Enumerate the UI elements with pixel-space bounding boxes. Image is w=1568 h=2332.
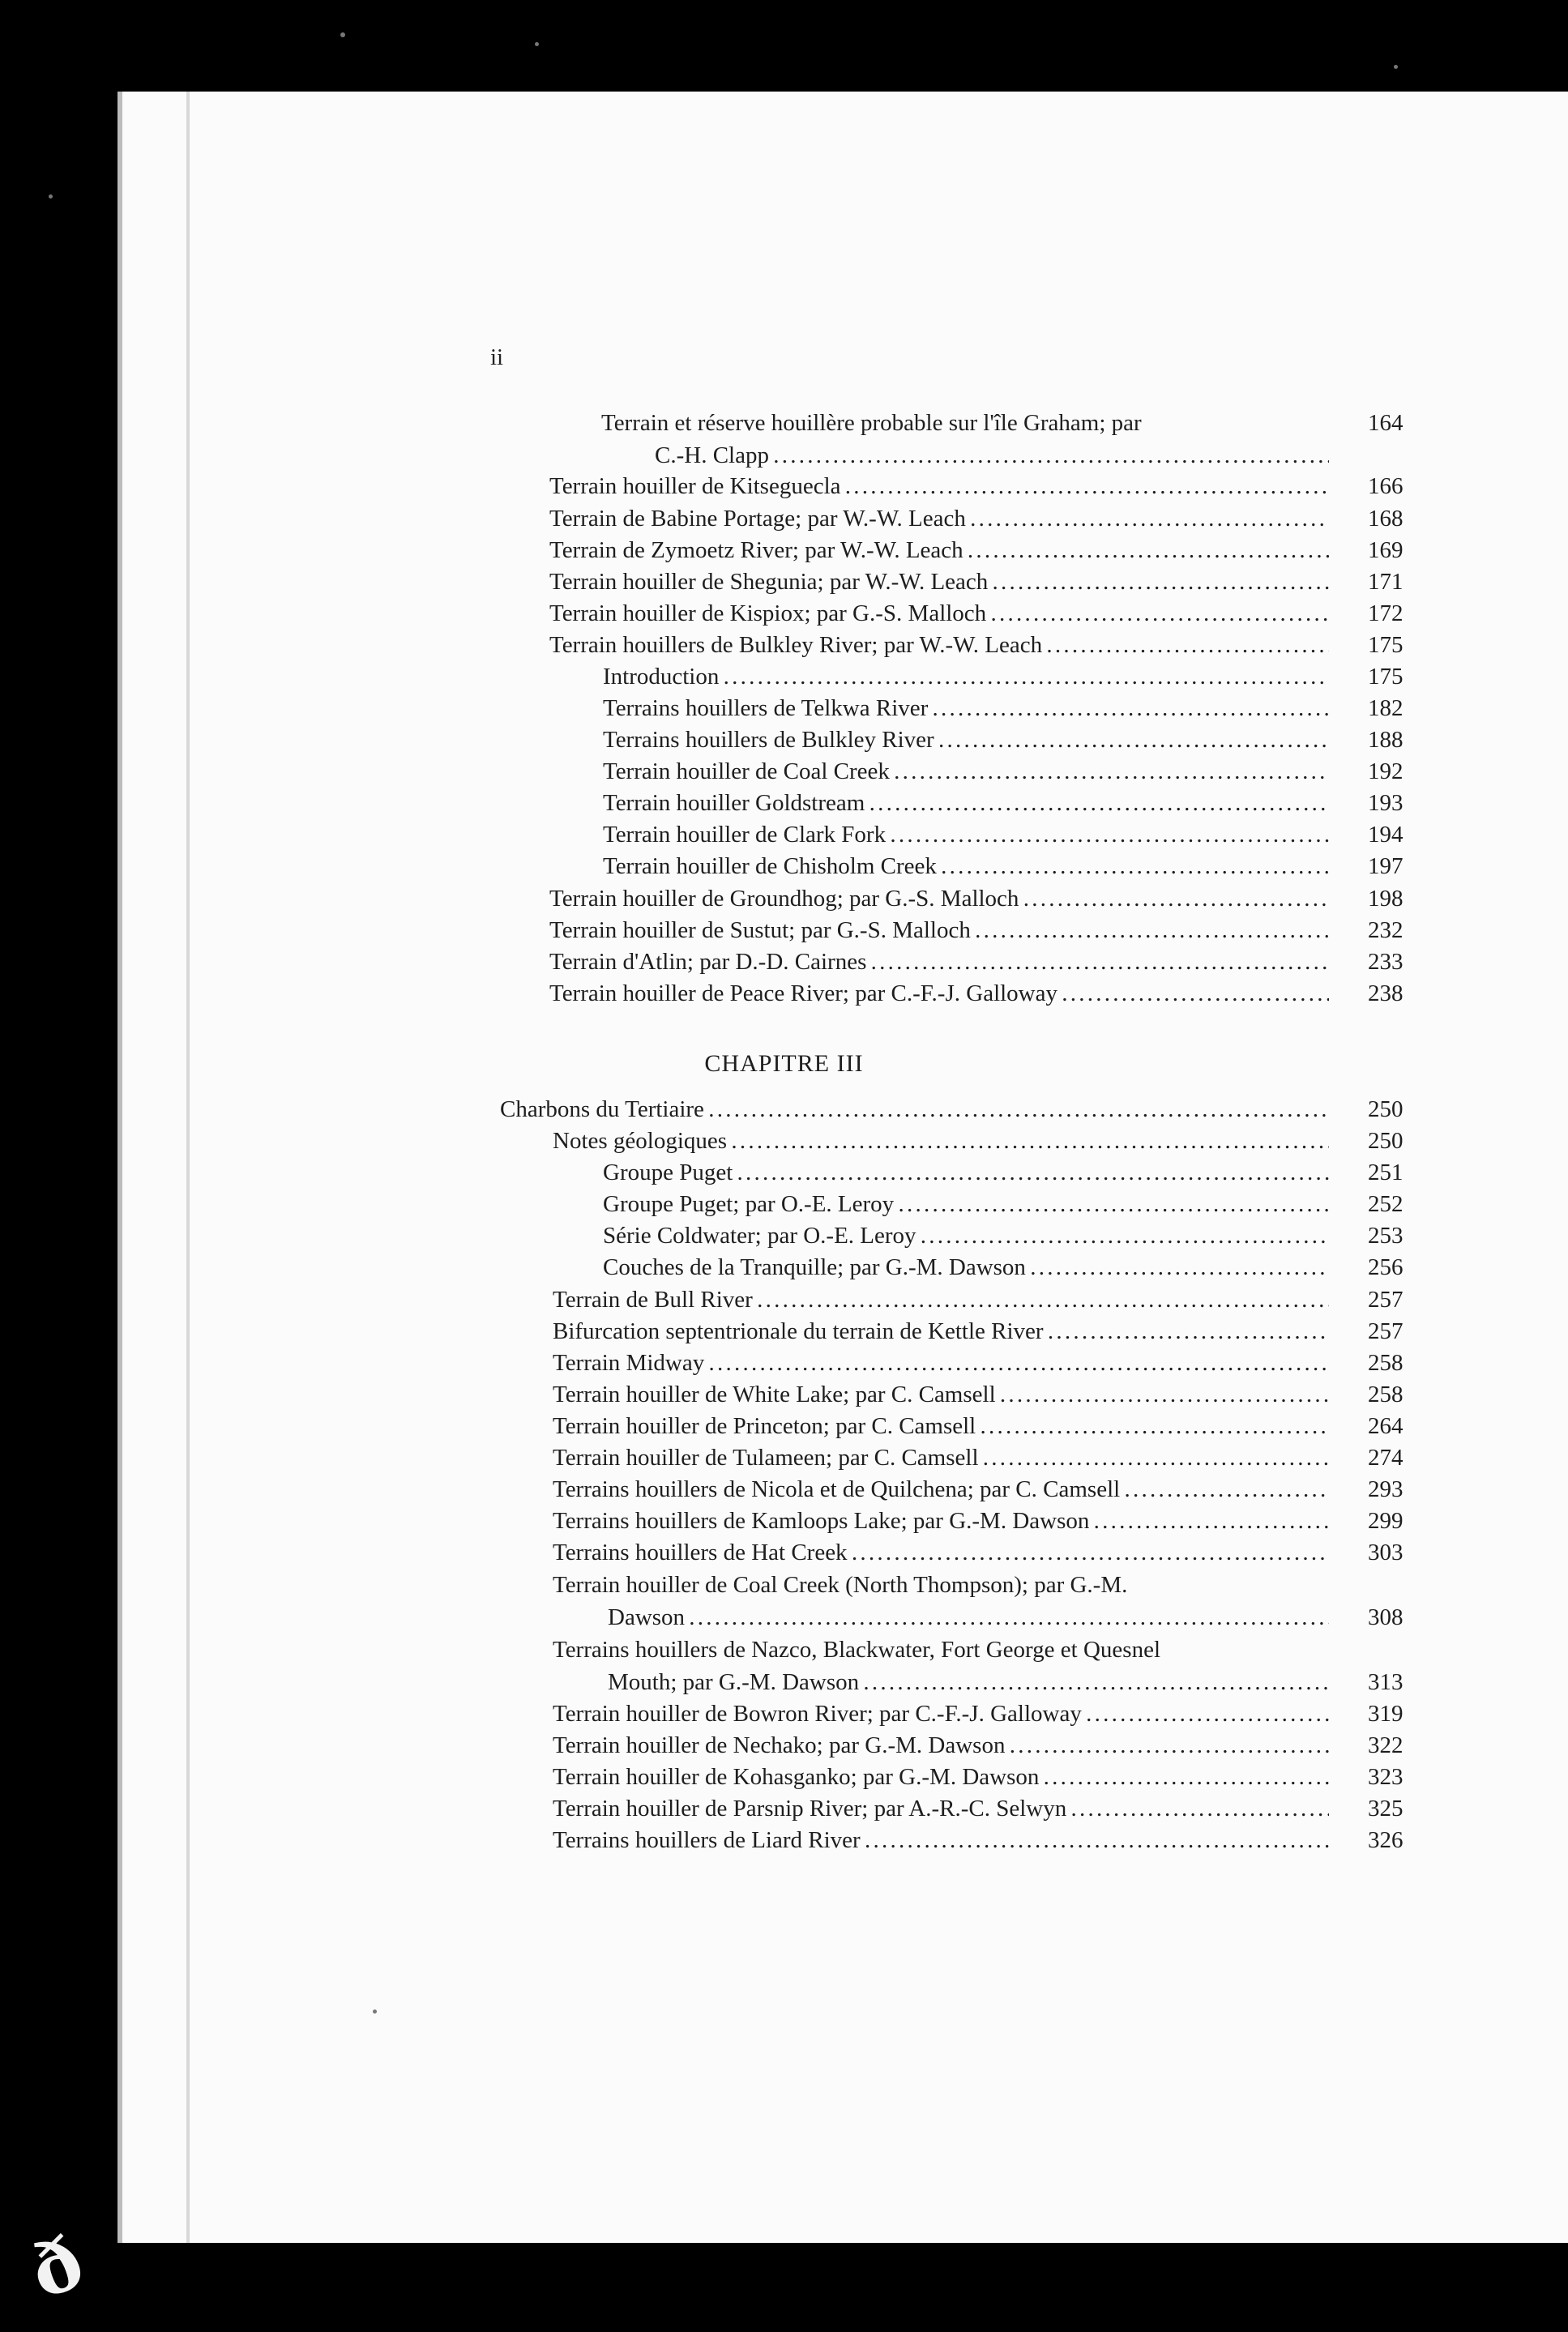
toc-entry-title: Terrain houiller de Bowron River; par C.-F.-J. Galloway . . . bbox=[553, 1698, 1329, 1730]
toc-entry-title: Charbons du Tertiaire . . . bbox=[500, 1093, 1329, 1125]
toc-entry bbox=[549, 566, 1329, 598]
toc-entry bbox=[553, 1347, 1329, 1379]
dust-speck bbox=[49, 194, 53, 199]
toc-entry-title: Terrains houillers de Hat Creek . . . bbox=[553, 1536, 1329, 1569]
toc-entry bbox=[655, 439, 1329, 472]
toc-entry bbox=[603, 1251, 1329, 1283]
toc-entry-page: 299 bbox=[1368, 1508, 1404, 1534]
toc-entry-title: Terrain houiller de Tulameen; par C. Camsell . . . bbox=[553, 1441, 1329, 1474]
toc-entry bbox=[553, 1410, 1329, 1442]
toc-entry-title: Couches de la Tranquille; par G.-M. Dawson . . . bbox=[603, 1251, 1329, 1283]
toc-entry-title: Terrain houiller de Coal Creek (North Thompson); par G.-M. bbox=[553, 1572, 1128, 1598]
toc-entry-page: 238 bbox=[1368, 980, 1404, 1006]
toc-entry bbox=[608, 1601, 1329, 1634]
toc-entry-page: 258 bbox=[1368, 1350, 1404, 1376]
toc-entry-page: 303 bbox=[1368, 1540, 1404, 1565]
toc-entry-page: 252 bbox=[1368, 1191, 1404, 1217]
toc-entry-title: Terrains houillers de Kamloops Lake; par G.-M. Dawson . . . bbox=[553, 1505, 1329, 1537]
toc-entry bbox=[603, 755, 1329, 788]
toc-entry bbox=[601, 407, 1329, 439]
toc-entry-page: 198 bbox=[1368, 886, 1404, 912]
toc-entry bbox=[553, 1698, 1329, 1730]
toc-entry-title: Terrain de Zymoetz River; par W.-W. Leach . . . bbox=[549, 534, 1329, 566]
toc-entry-title: Mouth; par G.-M. Dawson . . . bbox=[608, 1666, 1329, 1698]
toc-entry-title: Terrains houillers de Liard River . . . bbox=[553, 1824, 1329, 1856]
toc-entry bbox=[549, 534, 1329, 566]
toc-entry bbox=[549, 946, 1329, 978]
toc-entry-page: 188 bbox=[1368, 727, 1404, 753]
toc-entry-title: Terrain houiller de Kispiox; par G.-S. Malloch . . . bbox=[549, 597, 1329, 630]
toc-entry bbox=[549, 470, 1329, 502]
toc-entry bbox=[553, 1283, 1329, 1316]
toc-entry-page: 323 bbox=[1368, 1764, 1404, 1790]
toc-entry-title: Terrain houiller de Chisholm Creek . . . bbox=[603, 850, 1329, 882]
toc-entry bbox=[553, 1378, 1329, 1411]
toc-entry-page: 169 bbox=[1368, 537, 1404, 563]
toc-entry bbox=[603, 787, 1329, 819]
toc-entry-title: Terrain de Bull River . . . bbox=[553, 1283, 1329, 1316]
toc-entry-title: Terrain houiller de Groundhog; par G.-S. Malloch . . . bbox=[549, 882, 1329, 915]
dust-speck bbox=[1394, 65, 1398, 69]
toc-entry-page: 233 bbox=[1368, 949, 1404, 975]
toc-entry-page: 322 bbox=[1368, 1732, 1404, 1758]
toc-entry-page: 172 bbox=[1368, 600, 1404, 626]
toc-entry bbox=[603, 850, 1329, 882]
toc-entry bbox=[603, 1156, 1329, 1189]
toc-entry bbox=[603, 692, 1329, 724]
toc-entry-title: Série Coldwater; par O.-E. Leroy . . . bbox=[603, 1219, 1329, 1252]
toc-entry-page: 264 bbox=[1368, 1413, 1404, 1439]
toc-entry bbox=[603, 818, 1329, 851]
toc-entry bbox=[603, 1188, 1329, 1220]
toc-entry-title: Terrain houillers de Bulkley River; par W.-W. Leach . . . bbox=[549, 629, 1329, 661]
toc-entry-page: 256 bbox=[1368, 1254, 1404, 1280]
toc-entry bbox=[553, 1729, 1329, 1762]
toc-entry-title: Terrain houiller de Princeton; par C. Camsell . . . bbox=[553, 1410, 1329, 1442]
toc-entry-page: 166 bbox=[1368, 473, 1404, 499]
dust-speck bbox=[340, 32, 345, 37]
toc-entry-title: Terrain houiller de Nechako; par G.-M. Dawson . . . bbox=[553, 1729, 1329, 1762]
toc-entry-page: 293 bbox=[1368, 1476, 1404, 1502]
toc-entry-page: 319 bbox=[1368, 1701, 1404, 1727]
toc-entry-title: Terrain et réserve houillère probable sur l'île Graham; par bbox=[601, 410, 1142, 436]
page-edge-shadow bbox=[117, 92, 122, 2243]
toc-entry-page: 253 bbox=[1368, 1223, 1404, 1249]
toc-entry-title: Groupe Puget . . . bbox=[603, 1156, 1329, 1189]
toc-entry-page: 308 bbox=[1368, 1604, 1404, 1630]
toc-entry-page: 197 bbox=[1368, 853, 1404, 879]
page-number: ii bbox=[490, 344, 504, 370]
toc-entry-title: Terrain d'Atlin; par D.-D. Cairnes . . . bbox=[549, 946, 1329, 978]
toc-entry-title: Terrain houiller de Clark Fork . . . bbox=[603, 818, 1329, 851]
toc-entry-title: Terrain Midway . . . bbox=[553, 1347, 1329, 1379]
toc-entry bbox=[553, 1569, 1329, 1601]
toc-entry-title: Introduction . . . bbox=[603, 660, 1329, 693]
toc-entry-page: 168 bbox=[1368, 506, 1404, 532]
toc-entry bbox=[553, 1441, 1329, 1474]
toc-entry-page: 182 bbox=[1368, 695, 1404, 721]
toc-entry-page: 325 bbox=[1368, 1796, 1404, 1822]
toc-entry bbox=[553, 1473, 1329, 1506]
toc-entry-title: Terrain houiller de Kitseguecla . . . bbox=[549, 470, 1329, 502]
dust-speck bbox=[535, 42, 539, 46]
toc-entry-title: Terrain houiller de Sustut; par G.-S. Malloch . . . bbox=[549, 914, 1329, 946]
toc-entry bbox=[603, 660, 1329, 693]
toc-entry-page: 274 bbox=[1368, 1445, 1404, 1471]
toc-entry-page: 175 bbox=[1368, 664, 1404, 690]
toc-entry-page: 313 bbox=[1368, 1669, 1404, 1695]
toc-entry-title: Terrains houillers de Telkwa River . . . bbox=[603, 692, 1329, 724]
toc-entry-title: Terrains houillers de Nicola et de Quilchena; par C. Camsell . . . bbox=[553, 1473, 1329, 1506]
toc-entry-title: Groupe Puget; par O.-E. Leroy . . . bbox=[603, 1188, 1329, 1220]
toc-entry-page: 175 bbox=[1368, 632, 1404, 658]
toc-entry-title: Notes géologiques . . . bbox=[553, 1125, 1329, 1157]
toc-entry-title: Terrains houillers de Bulkley River . . . bbox=[603, 724, 1329, 756]
toc-entry bbox=[549, 882, 1329, 915]
toc-entry bbox=[553, 1536, 1329, 1569]
toc-entry-title: Terrain de Babine Portage; par W.-W. Leach . . . bbox=[549, 502, 1329, 535]
toc-entry-page: 232 bbox=[1368, 917, 1404, 943]
toc-entry bbox=[549, 502, 1329, 535]
toc-entry bbox=[603, 1219, 1329, 1252]
toc-entry bbox=[553, 1315, 1329, 1348]
toc-entry bbox=[500, 1093, 1329, 1125]
toc-entry-page: 257 bbox=[1368, 1318, 1404, 1344]
toc-entry-page: 192 bbox=[1368, 758, 1404, 784]
page-fold-line bbox=[186, 92, 190, 2243]
toc-entry-page: 193 bbox=[1368, 790, 1404, 816]
toc-entry-title: Bifurcation septentrionale du terrain de Kettle River . . . bbox=[553, 1315, 1329, 1348]
toc-entry-title: Terrain houiller de Shegunia; par W.-W. Leach . . . bbox=[549, 566, 1329, 598]
toc-entry-page: 164 bbox=[1368, 410, 1404, 436]
dust-speck bbox=[373, 2010, 377, 2014]
toc-entry bbox=[553, 1634, 1329, 1666]
chapter-heading: CHAPITRE III bbox=[704, 1050, 864, 1077]
toc-entry bbox=[549, 597, 1329, 630]
toc-entry-title: C.-H. Clapp . . . bbox=[655, 439, 1329, 472]
toc-entry bbox=[553, 1505, 1329, 1537]
toc-entry-title: Terrain houiller de Peace River; par C.-F.-J. Galloway . . . bbox=[549, 977, 1329, 1010]
toc-entry bbox=[549, 977, 1329, 1010]
toc-entry-title: Terrain houiller de Kohasganko; par G.-M. Dawson . . . bbox=[553, 1761, 1329, 1793]
toc-entry-title: Terrains houillers de Nazco, Blackwater, Fort George et Quesnel bbox=[553, 1637, 1161, 1663]
toc-entry bbox=[553, 1125, 1329, 1157]
toc-entry-page: 250 bbox=[1368, 1128, 1404, 1154]
toc-entry bbox=[553, 1761, 1329, 1793]
toc-entry bbox=[553, 1792, 1329, 1825]
toc-entry-page: 258 bbox=[1368, 1382, 1404, 1407]
toc-entry-page: 194 bbox=[1368, 822, 1404, 848]
toc-entry-page: 257 bbox=[1368, 1287, 1404, 1313]
toc-entry bbox=[603, 724, 1329, 756]
toc-entry-page: 250 bbox=[1368, 1096, 1404, 1122]
toc-entry-page: 251 bbox=[1368, 1160, 1404, 1185]
toc-entry bbox=[608, 1666, 1329, 1698]
toc-entry-title: Terrain houiller de Parsnip River; par A.-R.-C. Selwyn . . . bbox=[553, 1792, 1329, 1825]
toc-entry bbox=[553, 1824, 1329, 1856]
toc-entry-title: Terrain houiller de Coal Creek . . . bbox=[603, 755, 1329, 788]
corner-handwritten-mark: ð bbox=[19, 2218, 95, 2317]
toc-entry-page: 326 bbox=[1368, 1827, 1404, 1853]
toc-entry bbox=[549, 629, 1329, 661]
toc-entry bbox=[549, 914, 1329, 946]
toc-entry-title: Terrain houiller de White Lake; par C. Camsell . . . bbox=[553, 1378, 1329, 1411]
toc-entry-page: 171 bbox=[1368, 569, 1404, 595]
toc-entry-title: Dawson . . . bbox=[608, 1601, 1329, 1634]
toc-entry-title: Terrain houiller Goldstream . . . bbox=[603, 787, 1329, 819]
